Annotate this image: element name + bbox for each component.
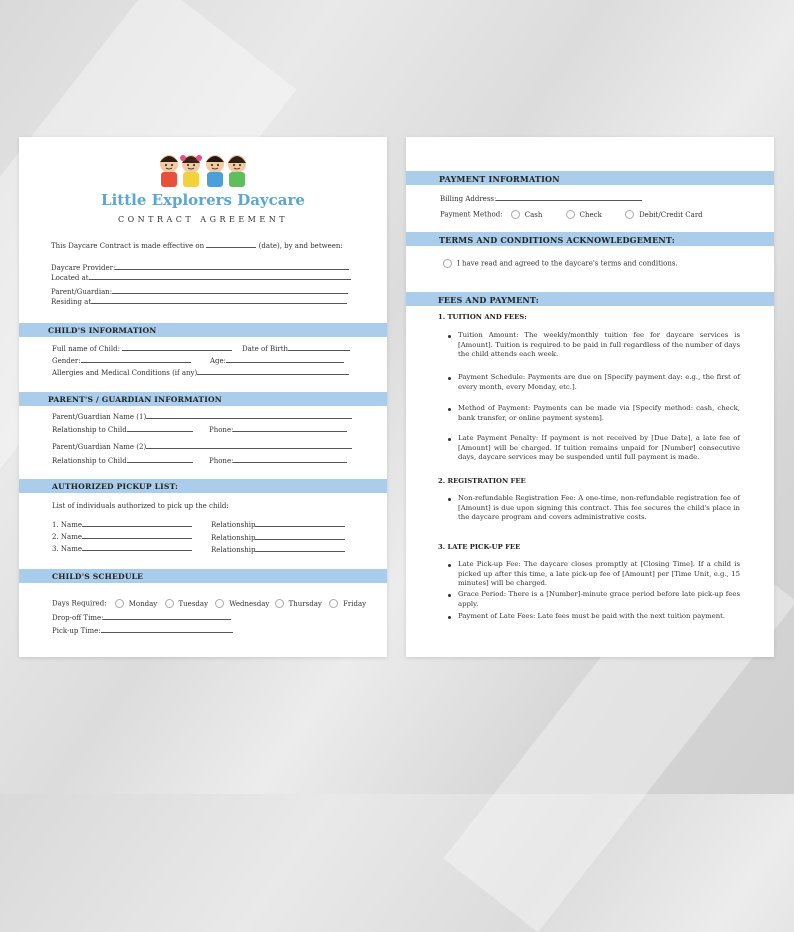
radio-icon[interactable] [566,210,575,219]
located-label: Located at [51,274,89,282]
grace-period-text: Grace Period: There is a [Number]-minute grace period before late pick-up fees apply. [458,590,740,608]
day-wednesday-option[interactable] [215,600,269,608]
day-thursday-label: Thursday [288,599,322,608]
pickup-name2-field[interactable] [82,531,192,539]
guardian-rel2-label: Relationship to Child [52,457,127,465]
bullet-icon [448,438,451,441]
guardian-phone1-row [209,424,347,434]
pickup-name3-field[interactable] [82,543,192,551]
terms-checkbox-label: I have read and agreed to the daycare's terms and conditions. [457,259,678,268]
residing-field[interactable] [91,296,347,304]
dropoff-row [52,612,231,622]
child-dob-row [242,343,350,353]
tuition-amount-text: Tuition Amount: The weekly/monthly tuition fee for daycare services is [Amount]. Tuition is required to be paid in full regardless of the number of days the child attends each week. [458,331,740,359]
residing-row [51,296,347,306]
daycare-title: Little Explorers Daycare [101,191,305,209]
schedule-heading: CHILD'S SCHEDULE [52,572,144,581]
guardian-name2-label: Parent/Guardian Name (2) [52,443,147,451]
guardian-name2-field[interactable] [146,441,352,449]
pickup-time-row [52,625,233,635]
provider-label: Daycare Provider: [51,264,116,272]
days-required-label: Days Required: [52,599,107,608]
pickup-rel3-row [211,544,345,554]
pickup-name2-row [52,531,192,541]
guardian-name1-row [52,411,352,421]
radio-icon[interactable] [443,259,452,268]
payment-schedule-text: Payment Schedule: Payments are due on [Specify payment day: e.g., the first of every month, every Monday, etc.]. [458,373,740,391]
effective-date-field[interactable] [206,240,256,248]
guardian-phone2-label: Phone: [209,457,234,465]
fees-heading: FEES AND PAYMENT: [438,295,539,305]
child-gender-row [52,355,191,365]
pickup-name1-field[interactable] [82,519,192,527]
child-fullname-row [52,343,232,353]
day-monday-option[interactable] [115,600,158,608]
method-card-label: Debit/Credit Card [639,210,703,219]
late-fees-payment-text: Payment of Late Fees: Late fees must be paid with the next tuition payment. [458,612,726,620]
method-cash-option[interactable] [511,211,543,219]
radio-icon[interactable] [165,599,174,608]
child-allergies-row [52,367,349,377]
located-row [51,272,351,282]
pickup-name1-row [52,519,192,529]
pickup-rel2-row [211,532,345,542]
pickup-name3-label: 3. Name [52,545,82,553]
child-age-field[interactable] [226,355,344,363]
day-monday-label: Monday [128,599,158,608]
guardian-phone1-field[interactable] [233,424,347,432]
method-check-option[interactable] [566,211,602,219]
pickup-rel3-field[interactable] [255,544,345,552]
billing-label: Billing Address: [440,195,497,203]
method-card-option[interactable] [625,211,703,219]
guardian-name2-row [52,441,352,451]
radio-icon[interactable] [511,210,520,219]
terms-checkbox-row[interactable] [443,259,678,268]
parent-label: Parent/Guardian: [51,288,113,296]
provider-field[interactable] [115,262,349,270]
intro-text-a: This Daycare Contract is made effective on [51,242,205,250]
child-fullname-field[interactable] [122,343,232,351]
registration-fee-text: Non-refundable Registration Fee: A one-time, non-refundable registration fee of [Amount] is due upon signing this contract. This fee secures the child's place in the daycare program and covers administrative costs. [458,494,740,522]
guardian-rel1-label: Relationship to Child [52,426,127,434]
contract-page-1 [19,137,387,657]
pickup-time-field[interactable] [101,625,233,633]
guardian-name1-field[interactable] [146,411,352,419]
child-age-row [210,355,344,365]
child-allergies-field[interactable] [197,367,349,375]
bullet-icon [448,616,451,619]
children-illustration [157,150,249,190]
child-gender-field[interactable] [81,355,191,363]
guardian-phone2-row [209,455,347,465]
late-payment-text: Late Payment Penalty: If payment is not received by [Due Date], a late fee of [Amount] will be charged. If tuition remains unpaid for [Number] consecutive days, daycare services may be suspended until full payment is made. [458,434,740,462]
pickup-time-label: Pick-up Time: [52,627,101,635]
tuition-subheading: 1. TUITION AND FEES: [438,313,527,321]
radio-icon[interactable] [625,210,634,219]
day-friday-label: Friday [343,599,367,608]
method-cash-label: Cash [524,210,543,219]
child-dob-label: Date of Birth [242,345,289,353]
billing-field[interactable] [496,193,642,201]
guardian-phone1-label: Phone: [209,426,234,434]
bullet-icon [448,498,451,501]
provider-row [51,262,349,272]
bullet-icon [448,335,451,338]
intro-text-b: (date), by and between: [258,242,343,250]
pickup-rel3-label: Relationship [211,546,256,554]
radio-icon[interactable] [329,599,338,608]
bullet-icon [448,408,451,411]
guardian-phone2-field[interactable] [233,455,347,463]
payment-method-label: Payment Method: [440,210,503,219]
payment-heading: PAYMENT INFORMATION [439,174,560,184]
child-age-label: Age: [210,357,227,365]
pickup-name2-label: 2. Name [52,533,82,541]
billing-row [440,193,642,203]
guardian-rel2-field[interactable] [127,455,193,463]
day-friday-option[interactable] [329,600,366,608]
pickup-rel2-field[interactable] [255,532,345,540]
residing-label: Residing at [51,298,92,306]
pickup-heading: AUTHORIZED PICKUP LIST: [52,482,179,491]
radio-icon[interactable] [115,599,124,608]
terms-heading: TERMS AND CONDITIONS ACKNOWLEDGEMENT: [439,235,675,245]
pickup-rel1-label: Relationship [211,521,256,529]
day-tuesday-option[interactable] [165,600,209,608]
child-dob-field[interactable] [288,343,350,351]
child-fullname-label: Full name of Child: [52,345,120,353]
guardian-rel1-field[interactable] [127,424,193,432]
pickup-intro: List of individuals authorized to pick up the child: [52,502,229,510]
dropoff-field[interactable] [103,612,231,620]
dropoff-label: Drop-off Time: [52,614,104,622]
days-required-row [52,599,366,608]
payment-method-row [440,210,703,219]
bullet-icon [448,594,451,597]
contract-page-2 [406,137,774,657]
parent-row [51,286,348,296]
bullet-icon [448,377,451,380]
late-pickup-fee-text: Late Pick-up Fee: The daycare closes promptly at [Closing Time]. If a child is picked up after this time, a late pick-up fee of [Amount] per [Time Unit, e.g., 15 minutes] will be charged. [458,560,740,588]
day-thursday-option[interactable] [275,600,322,608]
pickup-name1-label: 1. Name [52,521,82,529]
pickup-rel2-label: Relationship [211,534,256,542]
payment-method-text: Method of Payment: Payments can be made via [Specify method: cash, check, bank transfer, or online payment system]. [458,404,740,422]
radio-icon[interactable] [215,599,224,608]
located-field[interactable] [89,272,351,280]
bullet-icon [448,564,451,567]
method-check-label: Check [579,210,602,219]
late-pickup-subheading: 3. LATE PICK-UP FEE [438,543,521,551]
day-tuesday-label: Tuesday [178,599,209,608]
pickup-rel1-row [211,519,345,529]
child-allergies-label: Allergies and Medical Conditions (if any) [52,369,198,377]
pickup-rel1-field[interactable] [255,519,345,527]
child-gender-label: Gender: [52,357,81,365]
contract-subtitle: CONTRACT AGREEMENT [117,215,289,224]
child-info-heading: CHILD'S INFORMATION [48,326,157,335]
guardian-name1-label: Parent/Guardian Name (1) [52,413,147,421]
parent-field[interactable] [112,286,348,294]
guardian-info-heading: PARENT'S / GUARDIAN INFORMATION [48,395,222,404]
pickup-name3-row [52,543,192,553]
radio-icon[interactable] [275,599,284,608]
registration-subheading: 2. REGISTRATION FEE [438,477,526,485]
guardian-rel1-row [52,424,193,434]
intro-line [51,240,343,250]
day-wednesday-label: Wednesday [229,599,270,608]
guardian-rel2-row [52,455,193,465]
